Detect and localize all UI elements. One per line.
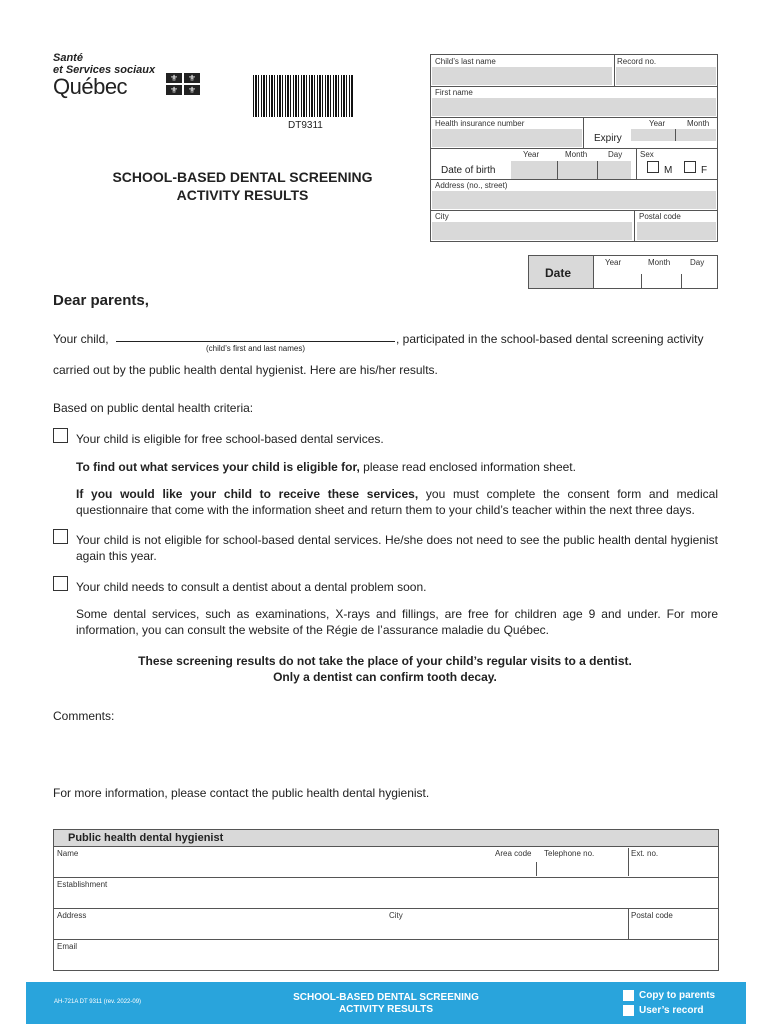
date-of-birth-field[interactable] — [511, 161, 631, 179]
date-day-label: Day — [690, 258, 705, 267]
child-last-name-label: Child’s last name — [435, 57, 496, 66]
hygienist-name-field[interactable] — [56, 860, 486, 876]
sex-m-label: M — [664, 165, 673, 176]
expiry-year-label: Year — [649, 119, 666, 128]
hygienist-postal-field[interactable] — [630, 922, 716, 938]
notice-line-2: Only a dentist can confirm tooth decay. — [273, 670, 497, 684]
establishment-label: Establishment — [57, 880, 108, 889]
notice-line-1: These screening results do not take the place of your child’s regular visits to a dentist. — [138, 654, 632, 668]
email-label: Email — [57, 942, 78, 951]
eligible-checkbox[interactable] — [53, 428, 68, 443]
address-label: Address (no., street) — [435, 181, 508, 190]
dob-month-label: Month — [565, 150, 588, 159]
date-year-label: Year — [605, 258, 622, 267]
email-field[interactable] — [56, 953, 716, 968]
dob-label: Date of birth — [441, 165, 496, 176]
ext-label: Ext. no. — [631, 849, 659, 858]
consult-dentist-checkbox[interactable] — [53, 576, 68, 591]
telephone-label: Telephone no. — [544, 849, 595, 858]
based-on-text: Based on public dental health criteria: — [53, 401, 254, 415]
record-no-field[interactable] — [616, 67, 716, 85]
health-insurance-field[interactable] — [432, 129, 582, 147]
if-you-text: If you would like your child to receive these services, you must complete the consent form and medical questionnaire that come with the information sheet and return them to your child’s teacher within the next three days. — [76, 487, 718, 517]
city-label: City — [435, 212, 449, 221]
child-last-name-field[interactable] — [432, 67, 612, 85]
date-month-label: Month — [648, 258, 671, 267]
form-title: SCHOOL-BASED DENTAL SCREENING ACTIVITY RESULTS — [112, 169, 373, 203]
first-name-label: First name — [435, 88, 473, 97]
hygienist-name-label: Name — [57, 849, 79, 858]
child-name-line[interactable] — [116, 341, 395, 342]
hygienist-city-label: City — [389, 911, 403, 920]
dob-day-label: Day — [608, 150, 623, 159]
hygienist-heading: Public health dental hygienist — [68, 832, 224, 844]
postal-code-field[interactable] — [637, 222, 716, 240]
ext-field[interactable] — [630, 860, 716, 876]
child-name-caption: (child’s first and last names) — [206, 344, 305, 353]
barcode — [253, 75, 353, 117]
establishment-field[interactable] — [56, 891, 716, 907]
address-field[interactable] — [432, 191, 716, 209]
footer-title: SCHOOL-BASED DENTAL SCREENING ACTIVITY RESULTS — [293, 992, 479, 1015]
hygienist-address-label: Address — [57, 911, 87, 920]
expiry-month-label: Month — [687, 119, 710, 128]
participated-text: , participated in the school-based dental screening activity — [396, 332, 704, 346]
date-label: Date — [545, 266, 572, 280]
footer-bar — [26, 982, 746, 1024]
sex-f-label: F — [701, 165, 708, 176]
area-code-label: Area code — [495, 849, 532, 858]
logo-quebec: Québec — [53, 74, 128, 99]
city-field[interactable] — [432, 222, 632, 240]
copy-legend: Copy to parents User’s record — [623, 988, 715, 1018]
identification-box — [430, 54, 718, 242]
option-consult-dentist: Your child needs to consult a dentist about a dental problem soon. — [76, 580, 427, 594]
telephone-field[interactable] — [494, 860, 624, 876]
hygienist-postal-label: Postal code — [631, 911, 673, 920]
not-eligible-checkbox[interactable] — [53, 529, 68, 544]
square-icon — [623, 1005, 634, 1016]
expiry-label: Expiry — [594, 133, 622, 144]
hygienist-address-field[interactable] — [56, 922, 624, 938]
form-code: AH-721A DT 9311 (rev. 2022-09) — [54, 999, 142, 1005]
greeting: Dear parents, — [53, 292, 149, 309]
quebec-flag-icon: ⚜ ⚜ ⚜ ⚜ — [166, 73, 200, 95]
comments-label: Comments: — [53, 709, 115, 723]
record-no-label: Record no. — [617, 57, 657, 66]
option-not-eligible: Your child is not eligible for school-based dental services. He/she does not need to see the public health dental hygienist again this year. — [76, 533, 718, 563]
some-services-text: Some dental services, such as examinations, X-rays and fillings, are free for children age 9 and under. For more information, you can consult the website of the Régie de l’assurance maladie du Québec. — [76, 607, 718, 637]
sex-m-checkbox[interactable] — [647, 161, 659, 173]
your-child-text: Your child, — [53, 332, 109, 346]
carried-out-text: carried out by the public health dental hygienist. Here are his/her results. — [53, 363, 438, 377]
expiry-field[interactable] — [631, 129, 716, 141]
dob-year-label: Year — [523, 150, 540, 159]
barcode-number: DT9311 — [288, 120, 323, 131]
sex-label: Sex — [640, 150, 654, 159]
logo-text-sante: Santé et Services sociaux — [53, 52, 156, 76]
postal-code-label: Postal code — [639, 212, 681, 221]
first-name-field[interactable] — [432, 98, 716, 116]
health-insurance-label: Health insurance number — [435, 119, 525, 128]
comments-field[interactable] — [53, 726, 717, 776]
hygienist-box — [53, 829, 719, 971]
sex-f-checkbox[interactable] — [684, 161, 696, 173]
date-box — [528, 255, 718, 289]
date-field[interactable] — [595, 270, 715, 286]
find-out-text: To find out what services your child is eligible for, please read enclosed information sheet. — [76, 460, 576, 474]
option-eligible: Your child is eligible for free school-based dental services. — [76, 432, 384, 446]
square-icon — [623, 990, 634, 1001]
more-info-text: For more information, please contact the public health dental hygienist. — [53, 786, 430, 800]
